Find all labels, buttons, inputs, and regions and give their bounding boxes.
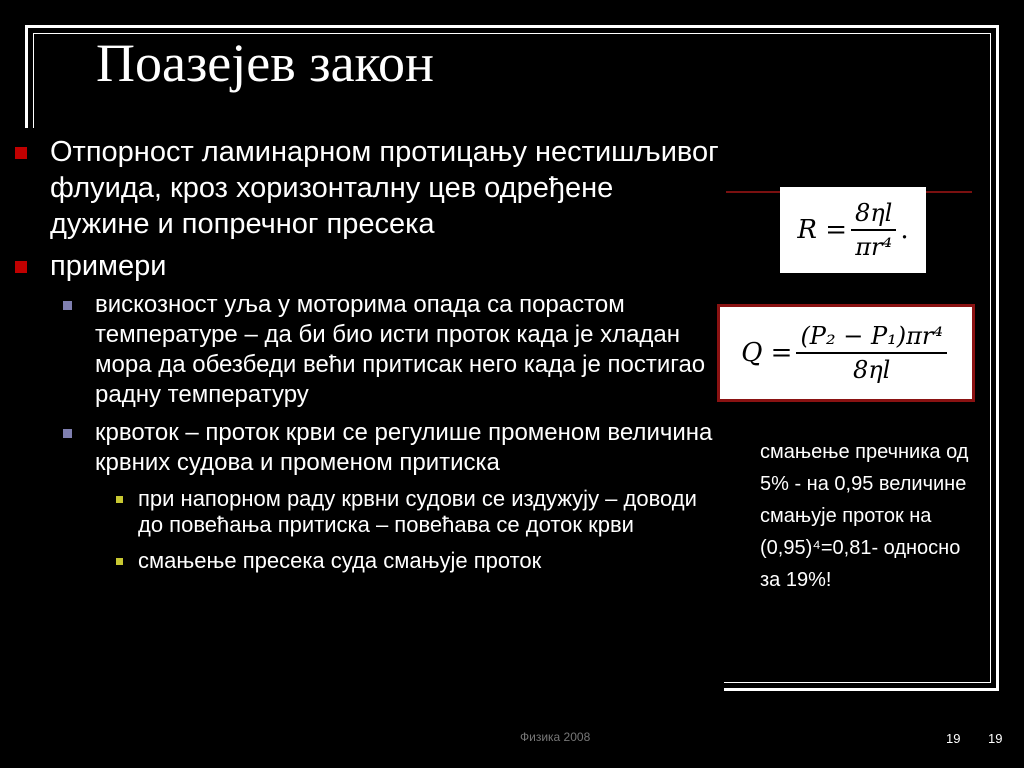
page-number: 19	[946, 731, 961, 746]
formula-denominator: πr⁴	[855, 233, 893, 261]
slide-title: Поазејев закон	[96, 33, 434, 93]
bullet-text: Отпорност ламинарном протицању нестишљивог флуида, кроз хоризонталну цев одређене дужине и попречног пресека	[50, 136, 719, 240]
formula-fraction	[796, 322, 947, 384]
formula-lhs: Q =	[741, 338, 793, 368]
sub-sub-bullet-item	[10, 486, 720, 538]
square-bullet-icon	[15, 261, 27, 273]
sub-bullet-text: крвоток – проток крви се регулише променом величина крвних судова и променом притиска	[95, 419, 713, 476]
bullet-item	[10, 248, 720, 284]
note-line: смањује проток на	[760, 505, 932, 527]
side-note	[760, 436, 990, 596]
page-number: 19	[988, 731, 1003, 746]
formula-numerator: (P₂ − P₁)πr⁴	[796, 322, 947, 354]
note-line: смањење пречника од	[760, 441, 969, 463]
footer-text: Физика 2008	[520, 730, 591, 744]
sub-sub-bullet-text: смањење пресека суда смањује проток	[138, 548, 542, 573]
formula-numerator: 8ηl	[851, 199, 896, 231]
formula-denominator: 8ηl	[853, 356, 891, 384]
bullet-text: примери	[50, 250, 167, 282]
square-bullet-icon	[63, 301, 72, 310]
formula-lhs: R =	[797, 215, 848, 245]
formula-fraction	[851, 199, 896, 261]
sub-sub-bullet-item	[10, 548, 720, 574]
square-bullet-icon	[116, 496, 123, 503]
sub-bullet-item	[10, 290, 720, 410]
slide-content	[10, 134, 720, 584]
note-line: (0,95)⁴=0,81- односно	[760, 537, 961, 559]
resistance-formula	[780, 187, 926, 273]
sub-bullet-text: вискозност уља у моторима опада са порастом температуре – да би био исти проток када је хладан мора да обезбеди већи притисак него када је постигао радну температуру	[95, 291, 706, 408]
square-bullet-icon	[63, 429, 72, 438]
square-bullet-icon	[15, 147, 27, 159]
formula-trail: .	[900, 215, 909, 245]
bullet-item	[10, 134, 720, 242]
flow-rate-formula	[717, 304, 975, 402]
square-bullet-icon	[116, 558, 123, 565]
note-line: за 19%!	[760, 569, 832, 591]
sub-sub-bullet-text: при напорном раду крвни судови се издужују – доводи до повећања притиска – повећава се доток крви	[138, 486, 697, 537]
sub-bullet-item	[10, 418, 720, 478]
note-line: 5% - на 0,95 величине	[760, 473, 967, 495]
